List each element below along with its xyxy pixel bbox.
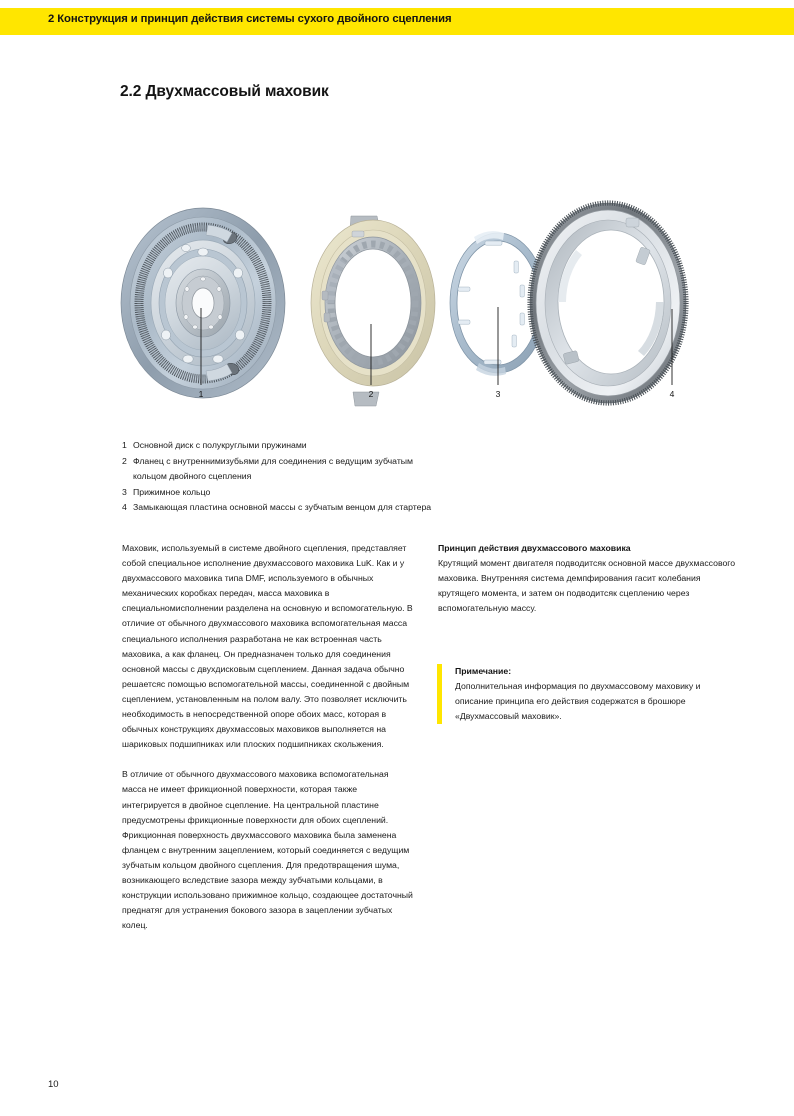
section-heading: 2.2 Двухмассовый маховик [120, 83, 329, 100]
operating-principle-heading: Принцип действия двухмассового маховика [438, 543, 631, 553]
operating-principle-paragraph: Крутящий момент двигателя подводитсяк основной массе двухмассового маховика. Внутренняя система демпфирования гасит колебания крутящего момента, и затем он подводитсяк сцеплению через вспомогательную массу. [438, 558, 736, 614]
figure-part-main-disc [121, 208, 285, 398]
legend-item [122, 454, 542, 470]
figure-dual-mass-flywheel [108, 113, 708, 413]
figure-part-cover-plate [530, 203, 686, 403]
note-title: Примечание: [455, 666, 512, 676]
body-column-left [122, 541, 414, 933]
callout-number-2: 2 [368, 389, 374, 399]
legend-text-continued: кольцом двойного сцепления [133, 471, 252, 481]
legend-text: Замыкающая пластина основной массы с зубчатым венцом для стартера [133, 502, 432, 512]
figure-legend [122, 438, 542, 516]
note-body [442, 664, 737, 724]
callout-number-4: 4 [669, 389, 675, 399]
page-number: 10 [48, 1079, 59, 1090]
legend-index: 4 [122, 502, 127, 512]
callout-number-1: 1 [198, 389, 204, 399]
legend-item [122, 485, 542, 501]
legend-index: 2 [122, 455, 127, 466]
body-paragraph-2: В отличие от обычного двухмассового маховика вспомогательная масса не имеет фрикционной поверхности, которая также интегрируется в двойное сцепление. На центральной пластине предусмотрены фрикционные поверхности для обоих сцеплений. Фрикционная поверхность двухмассового маховика была заменена фланцем с внутренним зацеплением, который соединяется с ведущим зубчатым кольцом двойного сцепления. Для предотвращения шума, возникающего вследствие зазора между зубчатыми кольцами, в конструкции использовано прижимное кольцо, создающее достаточный преднатяг для устранения бокового зазора в зацеплении зубчатых колец. [122, 769, 413, 931]
legend-text: Фланец с внутреннимизубьями для соединения с ведущим зубчатым [133, 455, 414, 466]
body-column-right [438, 541, 738, 616]
note-callout [437, 664, 737, 724]
legend-item [122, 500, 542, 516]
legend-text: Прижимное кольцо [133, 486, 211, 497]
legend-item [122, 438, 542, 454]
body-paragraph-1: Маховик, используемый в системе двойного сцепления, представляет собой специальное исполнение двухмассового маховика LuK. Как и у двухмассового маховика типа DMF, используемого в обычных механических коробках передач, масса маховика в специальномисполнении разделена на основную и вспомогательную. В отличие от обычного двухмассового маховика вспомогательная масса специального исполнения разработана не как встроенная часть маховика, а как фланец. Он предназначен только для соединения основной массы с двухдисковым сцеплением. Данная задача обычно решаетсяс помощью вспомогательной массы, соединенной с двойным сцеплением, установленным на полом валу. Это позволяет исключить необходимость в непосредственной опоре обоих масс, которая в обычных конструкциях двухмассовых маховиков выполняется на шариковых подшипниках или плоских подшипниках скольжения. [122, 543, 413, 750]
figure-part-flange [311, 216, 435, 406]
legend-text: Основной диск с полукруглыми пружинами [133, 440, 307, 450]
callout-number-3: 3 [495, 389, 501, 399]
legend-index: 3 [122, 486, 127, 497]
running-header-title: 2 Конструкция и принцип действия системы сухого двойного сцепления [48, 13, 452, 25]
note-text: Дополнительная информация по двухмассовому маховику и описание принципа его действия содержатся в брошюре «Двухмассовый маховик». [455, 681, 701, 722]
legend-index: 1 [122, 440, 127, 450]
